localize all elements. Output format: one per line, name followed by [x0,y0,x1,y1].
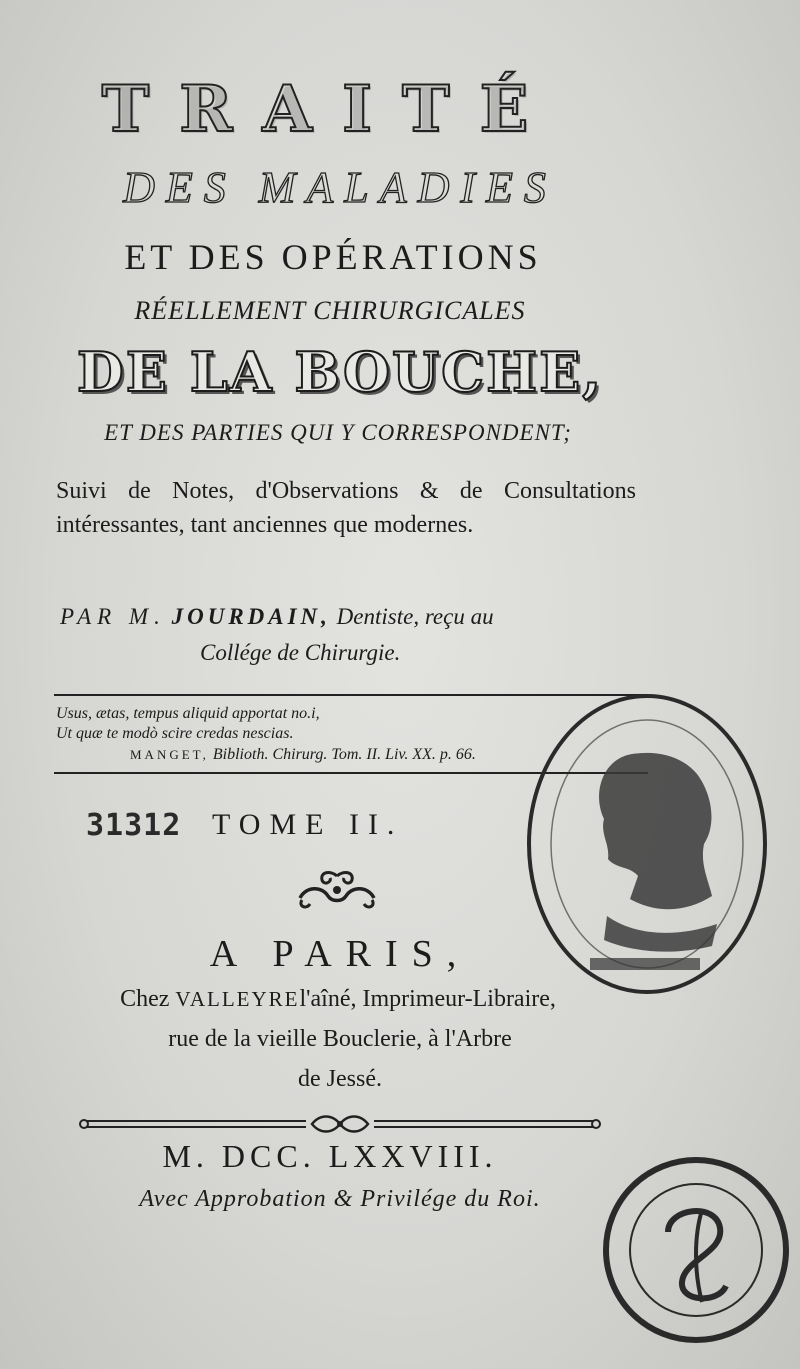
fleuron-ornament-icon [292,868,382,914]
imprint-date: M. DCC. LXXVIII. [162,1138,498,1174]
author-prefix: PAR M. [60,604,166,629]
subtitle: Suivi de Notes, d'Observations & de Consultations intéressantes, tant anciennes que modernes. [56,478,636,538]
volume-number: TOME II. [212,808,404,841]
printer-rest: l'aîné, Imprimeur-Libraire, [299,986,556,1012]
round-library-stamp [598,1152,794,1348]
title-traite: TRAITÉ [101,72,559,147]
imprint-city: A PARIS, [209,933,471,975]
title-parties: ET DES PARTIES QUI Y CORRESPONDENT; [104,420,572,445]
imprint-address: rue de la vieille Bouclerie, à l'Arbre [168,1026,512,1052]
title-de-la-bouche: DE LA BOUCHE, [76,340,604,404]
author-role: Dentiste, reçu au [336,604,494,629]
citation-author: MANGET, [130,747,209,762]
imprint-privilege: Avec Approbation & Privilége du Roi. [139,1186,541,1212]
oval-portrait-stamp [512,684,782,1004]
author-college: Collége de Chirurgie. [200,640,401,665]
author-line [60,604,640,630]
title-operations: ET DES OPÉRATIONS [124,237,542,277]
printer-prefix: Chez [120,986,170,1012]
title-reellement: RÉELLEMENT CHIRURGICALES [134,296,526,325]
epigraph-line-2: Ut quæ te modò scire credas nescias. [56,725,294,742]
title-des-maladies: DES MALADIES [123,163,557,212]
epigraph-citation [130,746,476,764]
citation-source: Biblioth. Chirurg. Tom. II. Liv. XX. p. 66. [212,746,476,763]
author-name: JOURDAIN, [171,604,331,629]
printer-name: VALLEYRE [175,987,300,1011]
ornamental-rule-icon [76,1112,604,1136]
epigraph-line-1: Usus, ætas, tempus aliquid apportat no.i, [56,705,320,722]
imprint-address-2: de Jessé. [298,1066,382,1092]
shelfmark-stamp: 31312 [86,808,182,843]
